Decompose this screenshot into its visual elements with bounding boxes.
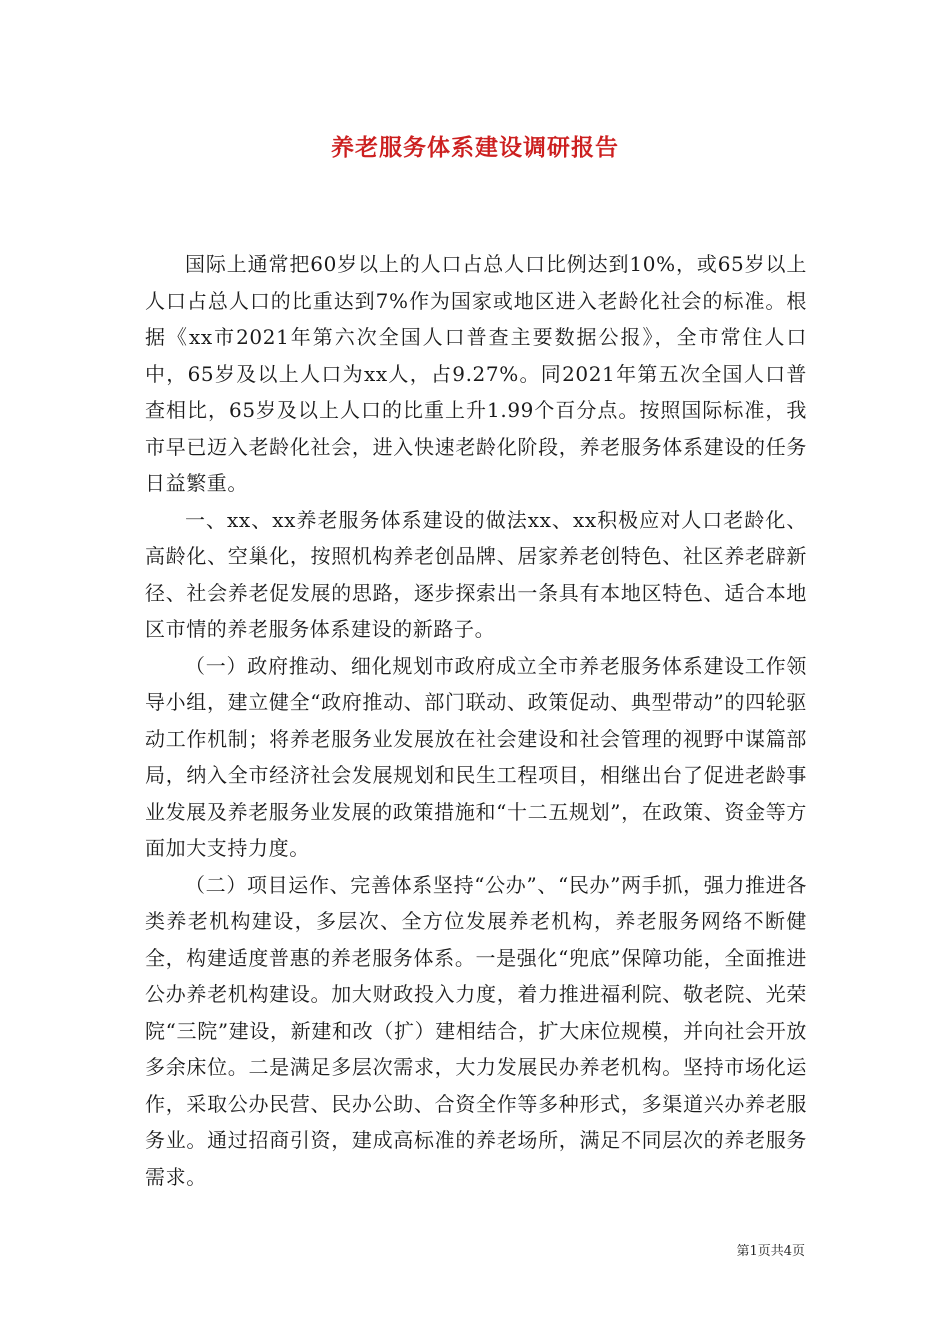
paragraph-section-1: 一、xx、xx养老服务体系建设的做法xx、xx积极应对人口老龄化、高龄化、空巢化，按照机构养老创品牌、居家养老创特色、社区养老辟新径、社会养老促发展的思路，逐步探索出一条具有本地区特色、适合本地区市情的养老服务体系建设的新路子。 [145, 507, 807, 641]
paragraph-intro: 国际上通常把60岁以上的人口占总人口比例达到10%，或65岁以上人口占总人口的比重达到7%作为国家或地区进入老龄化社会的标准。根据《xx市2021年第六次全国人口普查主要数据公报》，全市常住人口中，65岁及以上人口为xx人，占9.27%。同2021年第五次全国人口普查相比，65岁及以上人口的比重上升1.99个百分点。按照国际标准，我市早已迈入老龄化社会，进入快速老龄化阶段，养老服务体系建设的任务日益繁重。 [145, 252, 807, 495]
page-number: 第1页共4页 [736, 1244, 805, 1259]
document-body [145, 246, 807, 1195]
paragraph-subsection-2: （二）项目运作、完善体系坚持“公办”、“民办”两手抓，强力推进各类养老机构建设，多层次、全方位发展养老机构，养老服务网络不断健全，构建适度普惠的养老服务体系。一是强化“兜底”保障功能，全面推进公办养老机构建设。加大财政投入力度，着力推进福利院、敬老院、光荣院“三院”建设，新建和改（扩）建相结合，扩大床位规模，并向社会开放多余床位。二是满足多层次需求，大力发展民办养老机构。坚持市场化运作，采取公办民营、民办公助、合资全作等多种形式，多渠道兴办养老服务业。通过招商引资，建成高标准的养老场所，满足不同层次的养老服务需求。 [145, 872, 807, 1189]
paragraph-subsection-1: （一）政府推动、细化规划市政府成立全市养老服务体系建设工作领导小组，建立健全“政府推动、部门联动、政策促动、典型带动”的四轮驱动工作机制；将养老服务业发展放在社会建设和社会管理的视野中谋篇部局，纳入全市经济社会发展规划和民生工程项目，相继出台了促进老龄事业发展及养老服务业发展的政策措施和“十二五规划”，在政策、资金等方面加大支持力度。 [145, 653, 807, 860]
document-title: 养老服务体系建设调研报告 [331, 134, 619, 161]
